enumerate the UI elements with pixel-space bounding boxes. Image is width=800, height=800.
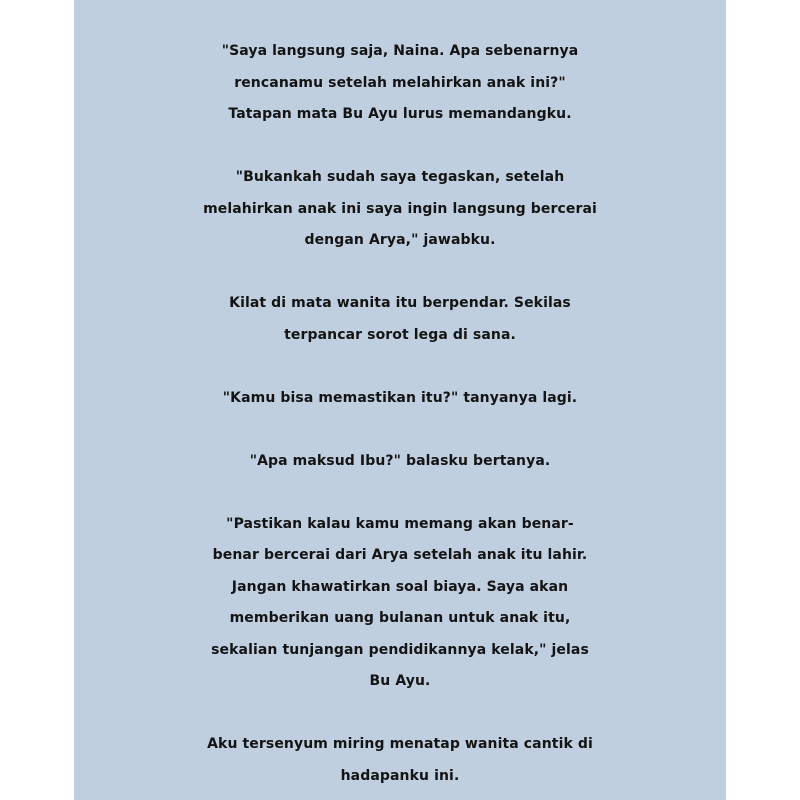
paragraph-4 bbox=[74, 383, 726, 415]
paragraph-5 bbox=[74, 446, 726, 478]
paragraph-7 bbox=[74, 729, 726, 792]
paragraph-3 bbox=[74, 288, 726, 351]
story-text bbox=[74, 36, 726, 800]
text-line: "Apa maksud Ibu?" balasku bertanya. bbox=[249, 452, 551, 469]
paragraph-2 bbox=[74, 162, 726, 257]
text-line: "Bukankah sudah saya tegaskan, setelah bbox=[235, 169, 565, 185]
text-line: hadapanku ini. bbox=[340, 767, 460, 784]
paragraph-1 bbox=[74, 36, 726, 131]
text-line: dengan Arya," jawabku. bbox=[304, 232, 496, 248]
text-line: benar bercerai dari Arya setelah anak itu lahir. bbox=[212, 547, 588, 563]
text-line: sekalian tunjangan pendidikannya kelak," jelas bbox=[211, 641, 589, 658]
text-line: rencanamu setelah melahirkan anak ini?" bbox=[234, 74, 566, 91]
text-line: memberikan uang bulanan untuk anak itu, bbox=[229, 610, 571, 626]
text-line: "Saya langsung saja, Naina. Apa sebenarnya bbox=[221, 43, 579, 59]
text-line: "Pastikan kalau kamu memang akan benar- bbox=[226, 515, 574, 532]
story-card bbox=[74, 0, 726, 800]
paragraph-6 bbox=[74, 509, 726, 698]
text-line: Tatapan mata Bu Ayu lurus memandangku. bbox=[228, 106, 572, 122]
text-line: melahirkan anak ini saya ingin langsung bercerai bbox=[203, 200, 597, 217]
text-line: Jangan khawatirkan soal biaya. Saya akan bbox=[231, 578, 569, 595]
text-line: Aku tersenyum miring menatap wanita cantik di bbox=[207, 736, 593, 752]
text-line: terpancar sorot lega di sana. bbox=[284, 326, 516, 343]
text-line: Bu Ayu. bbox=[369, 673, 431, 689]
text-line: Kilat di mata wanita itu berpendar. Sekilas bbox=[229, 295, 571, 311]
text-line: "Kamu bisa memastikan itu?" tanyanya lagi. bbox=[222, 389, 578, 406]
